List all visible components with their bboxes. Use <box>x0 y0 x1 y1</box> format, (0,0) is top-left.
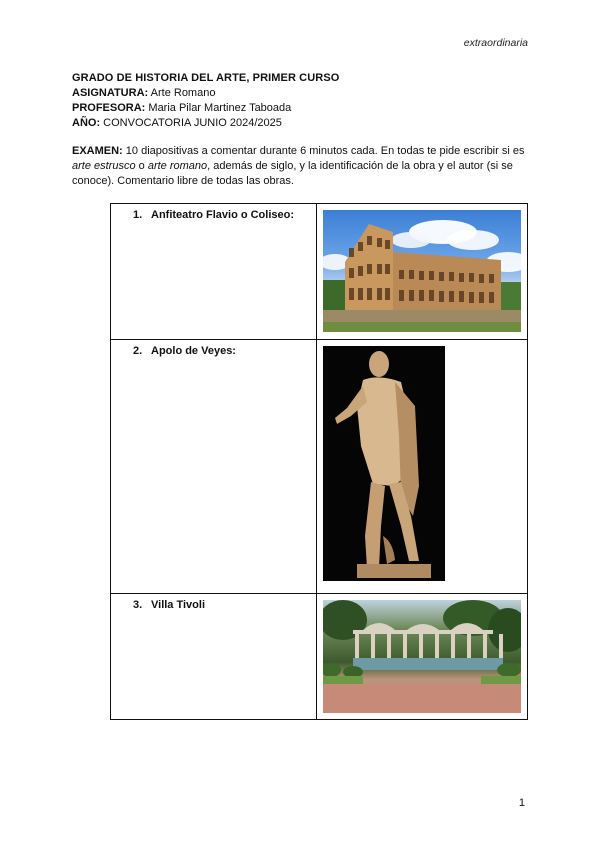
villa-tivoli-image <box>323 600 521 713</box>
course-info <box>72 71 339 131</box>
work-image-cell <box>317 340 528 594</box>
work-label-cell <box>111 340 317 594</box>
exam-description <box>72 144 532 189</box>
subject-label: ASIGNATURA: <box>72 87 149 99</box>
colosseum-image <box>323 210 521 332</box>
apollo-statue-image <box>323 346 445 581</box>
subject-line <box>72 86 339 101</box>
page-number: 1 <box>518 797 525 809</box>
exam-label: EXAMEN: <box>72 145 123 157</box>
teacher-value: Maria Pilar Martinez Taboada <box>148 102 292 114</box>
works-table <box>110 203 528 720</box>
work-image-cell <box>317 204 528 340</box>
work-title: Apolo de Veyes: <box>151 345 236 357</box>
work-label-cell <box>111 204 317 340</box>
table-row <box>111 594 528 720</box>
work-number: 3. <box>133 599 143 611</box>
work-image-cell <box>317 594 528 720</box>
work-title: Villa Tivoli <box>151 599 206 611</box>
work-title: Anfiteatro Flavio o Coliseo: <box>151 209 295 221</box>
header-note: extraordinaria <box>463 37 528 49</box>
exam-italic-2: arte romano <box>147 160 208 172</box>
teacher-label: PROFESORA: <box>72 102 146 114</box>
teacher-line <box>72 101 339 116</box>
exam-text-1: 10 diapositivas a comentar durante 6 minutos cada. En todas te pide escribir si es <box>125 145 525 157</box>
year-label: AÑO: <box>72 117 101 129</box>
exam-italic-1: arte estrusco <box>72 160 136 172</box>
course-title: GRADO DE HISTORIA DEL ARTE, PRIMER CURSO <box>72 72 340 84</box>
subject-value: Arte Romano <box>150 87 216 99</box>
table-row <box>111 340 528 594</box>
exam-text-2: o <box>135 160 148 172</box>
year-line <box>72 116 339 131</box>
work-number: 2. <box>133 345 143 357</box>
work-number: 1. <box>133 209 143 221</box>
work-label-cell <box>111 594 317 720</box>
table-row <box>111 204 528 340</box>
year-value: CONVOCATORIA JUNIO 2024/2025 <box>103 117 282 129</box>
exam-text-3: , además de siglo, y la identificación de la obra y el autor (si se conoce). Comentario libre de todas las obras. <box>72 160 513 187</box>
